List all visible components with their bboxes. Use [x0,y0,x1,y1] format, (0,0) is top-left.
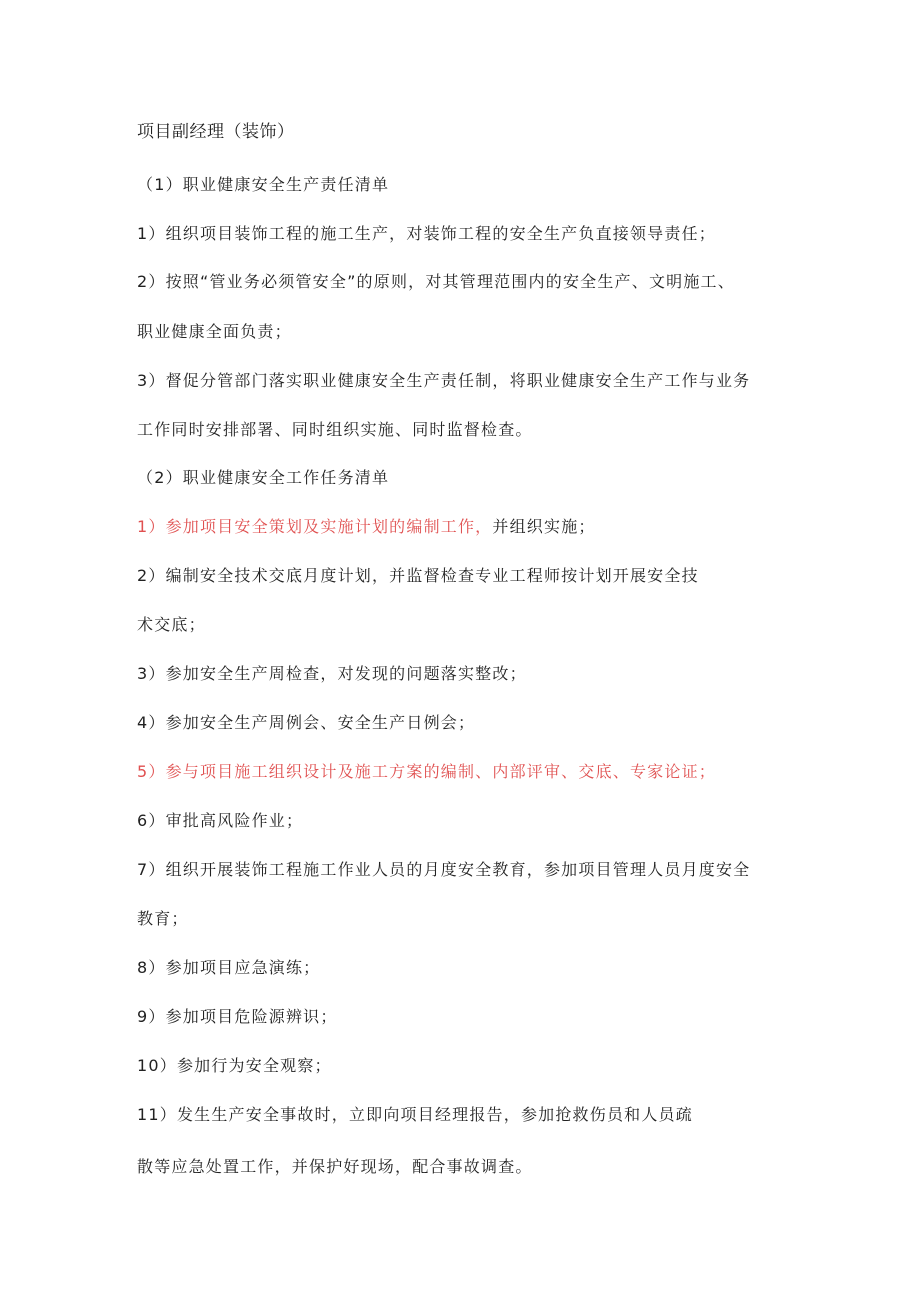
paragraph-line: 3）督促分管部门落实职业健康安全生产责任制，将职业健康安全生产工作与业务 [137,371,751,390]
highlighted-text: 1）参加项目安全策划及实施计划的编制工作， [137,517,493,536]
paragraph-line-highlighted: 5）参与项目施工组织设计及施工方案的编制、内部评审、交底、专家论证； [137,762,716,781]
paragraph-line: 8）参加项目应急演练； [137,958,321,977]
document-title: 项目副经理（装饰） [137,122,295,142]
paragraph-line: 1）组织项目装饰工程的施工生产，对装饰工程的安全生产负直接领导责任； [137,224,716,243]
paragraph-line: 工作同时安排部署、同时组织实施、同时监督检查。 [137,420,533,439]
section-heading-2: （2）职业健康安全工作任务清单 [137,468,390,487]
paragraph-line: 9）参加项目危险源辨识； [137,1007,338,1026]
paragraph-line: 4）参加安全生产周例会、安全生产日例会； [137,713,476,732]
paragraph-line-highlighted [137,517,596,537]
section-heading-1: （1）职业健康安全生产责任清单 [137,175,390,194]
paragraph-line: 6）审批高风险作业； [137,811,304,830]
paragraph-line: 10）参加行为安全观察； [137,1056,332,1075]
paragraph-line: 职业健康全面负责； [137,322,292,341]
paragraph-line: 术交底； [137,615,206,634]
paragraph-line: 2）按照“管业务必须管安全”的原则，对其管理范围内的安全生产、文明施工、 [137,272,735,291]
normal-text: 并组织实施； [492,517,596,536]
paragraph-line: 教育； [137,909,189,928]
paragraph-line: 7）组织开展装饰工程施工作业人员的月度安全教育，参加项目管理人员月度安全 [137,860,751,879]
paragraph-line: 2）编制安全技术交底月度计划，并监督检查专业工程师按计划开展安全技 [137,566,699,585]
paragraph-line: 散等应急处置工作，并保护好现场，配合事故调查。 [137,1157,533,1176]
paragraph-line: 11）发生生产安全事故时，立即向项目经理报告，参加抢救伤员和人员疏 [137,1105,693,1124]
paragraph-line: 3）参加安全生产周检查，对发现的问题落实整改； [137,664,527,683]
